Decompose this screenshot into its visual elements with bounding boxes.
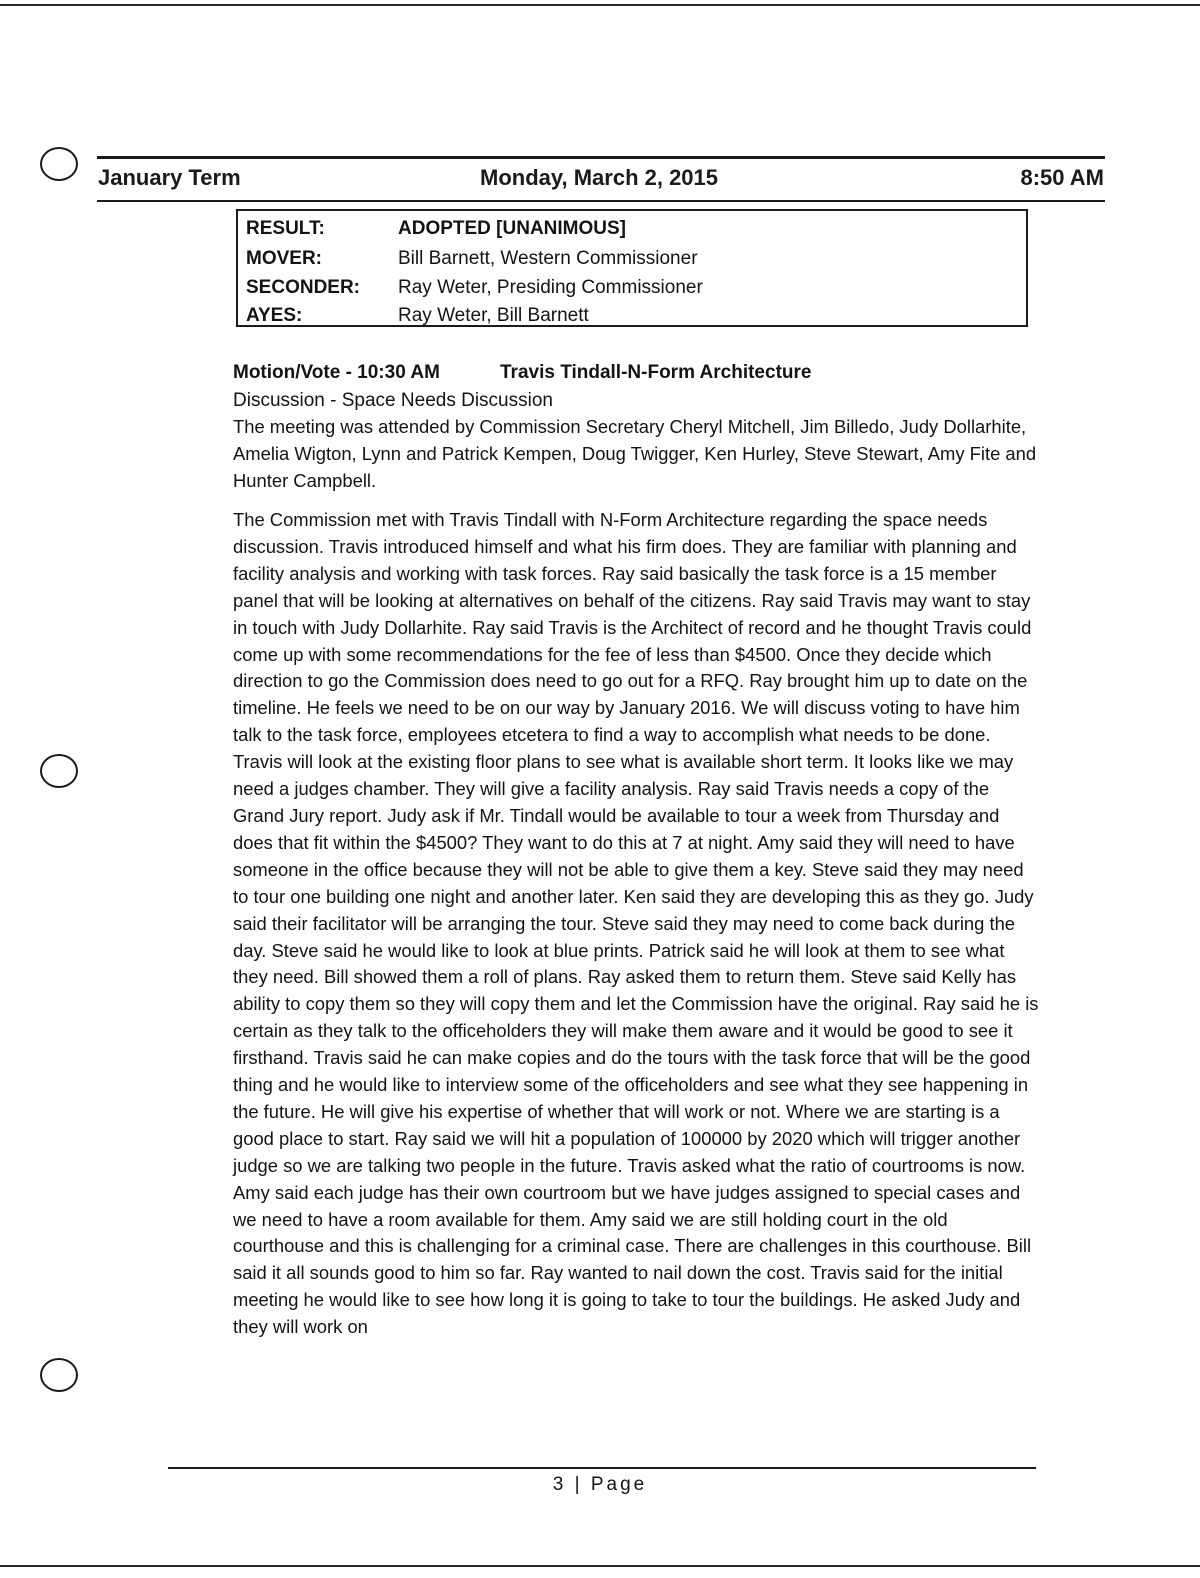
result-label: RESULT: (246, 218, 325, 239)
header-rule-top (97, 156, 1105, 159)
header-rule-bottom (97, 200, 1105, 202)
attendance-paragraph: The meeting was attended by Commission Secretary Cheryl Mitchell, Jim Billedo, Judy Dollarhite, Amelia Wigton, Lynn and Patrick Kempen, Doug Twigger, Ken Hurley, Steve Stewart, Amy Fite and Hunter Campbell. (233, 416, 1037, 491)
header-term: January Term (98, 165, 241, 190)
motion-subject: Travis Tindall-N-Form Architecture (500, 362, 812, 383)
page-number: 3 | Page (552, 1474, 648, 1495)
motion-time: Motion/Vote - 10:30 AM (233, 362, 440, 383)
scan-edge-bottom (0, 1565, 1200, 1567)
discussion-heading: Discussion - Space Needs Discussion (233, 390, 553, 411)
ayes-value: Ray Weter, Bill Barnett (398, 305, 589, 326)
binder-hole-icon (40, 1358, 78, 1392)
header-time: 8:50 AM (1020, 165, 1104, 190)
footer-rule (168, 1467, 1036, 1469)
vote-result-box (236, 209, 1028, 327)
mover-value: Bill Barnett, Western Commissioner (398, 248, 698, 269)
minutes-paragraph: The Commission met with Travis Tindall with N-Form Architecture regarding the space needs discussion. Travis introduced himself and what his firm does. They are familiar with planning and facility analysis and working with task forces. Ray said basically the task force is a 15 member panel that will be looking at alternatives on behalf of the citizens. Ray said Travis may want to stay in touch with Judy Dollarhite. Ray said Travis is the Architect of record and he thought Travis could come up with some recommendations for the fee of less than $4500. Once they decide which direction to go the Commission does need to go out for a RFQ. Ray brought him up to date on the timeline. He feels we need to be on our way by January 2016. We will discuss voting to have him talk to the task force, employees etcetera to find a way to accomplish what needs to be done. Travis will look at the existing floor plans to see what is available short term. It looks like we may need a judges chamber. They will give a facility analysis. Ray said Travis needs a copy of the Grand Jury report. Judy ask if Mr. Tindall would be available to tour a week from Thursday and does that fit within the $4500? They want to do this at 7 at night. Amy said they will need to have someone in the office because they will not be able to give them a key. Steve said they may need to tour one building one night and another later. Ken said they are developing this as they go. Judy said their facilitator will be arranging the tour. Steve said they may need to come back during the day. Steve said he would like to look at blue prints. Patrick said he will look at them to see what they need. Bill showed them a roll of plans. Ray asked them to return them. Steve said Kelly has ability to copy them so they will copy them and let the Commission have the original. Ray said he is certain as they talk to the officeholders they will make them aware and it would be good to see it firsthand. Travis said he can make copies and do the tours with the task force that will be the good thing and he would like to interview some of the officeholders and see what they see happening in the future. He will give his expertise of whether that will work or not. Where we are starting is a good place to start. Ray said we will hit a population of 100000 by 2020 which will trigger another judge so we are talking two people in the future. Travis asked what the ratio of courtrooms is now. Amy said each judge has their own courtroom but we have judges assigned to special cases and we need to have a room available for them. Amy said we are still holding court in the old courthouse and this is challenging for a criminal case. There are challenges in this courthouse. Bill said it all sounds good to him so far. Ray wanted to nail down the cost. Travis said for the initial meeting he would like to see how long it is going to take to tour the buildings. He asked Judy and they will work on (233, 509, 1039, 1338)
seconder-value: Ray Weter, Presiding Commissioner (398, 277, 703, 298)
binder-hole-icon (40, 754, 78, 788)
binder-hole-icon (40, 147, 78, 181)
header-date: Monday, March 2, 2015 (480, 165, 719, 190)
seconder-label: SECONDER: (246, 277, 361, 298)
ayes-label: AYES: (246, 305, 303, 326)
scan-edge-top (0, 4, 1200, 6)
mover-label: MOVER: (246, 248, 322, 269)
result-value: ADOPTED [UNANIMOUS] (398, 218, 626, 239)
motion-heading (233, 362, 812, 384)
